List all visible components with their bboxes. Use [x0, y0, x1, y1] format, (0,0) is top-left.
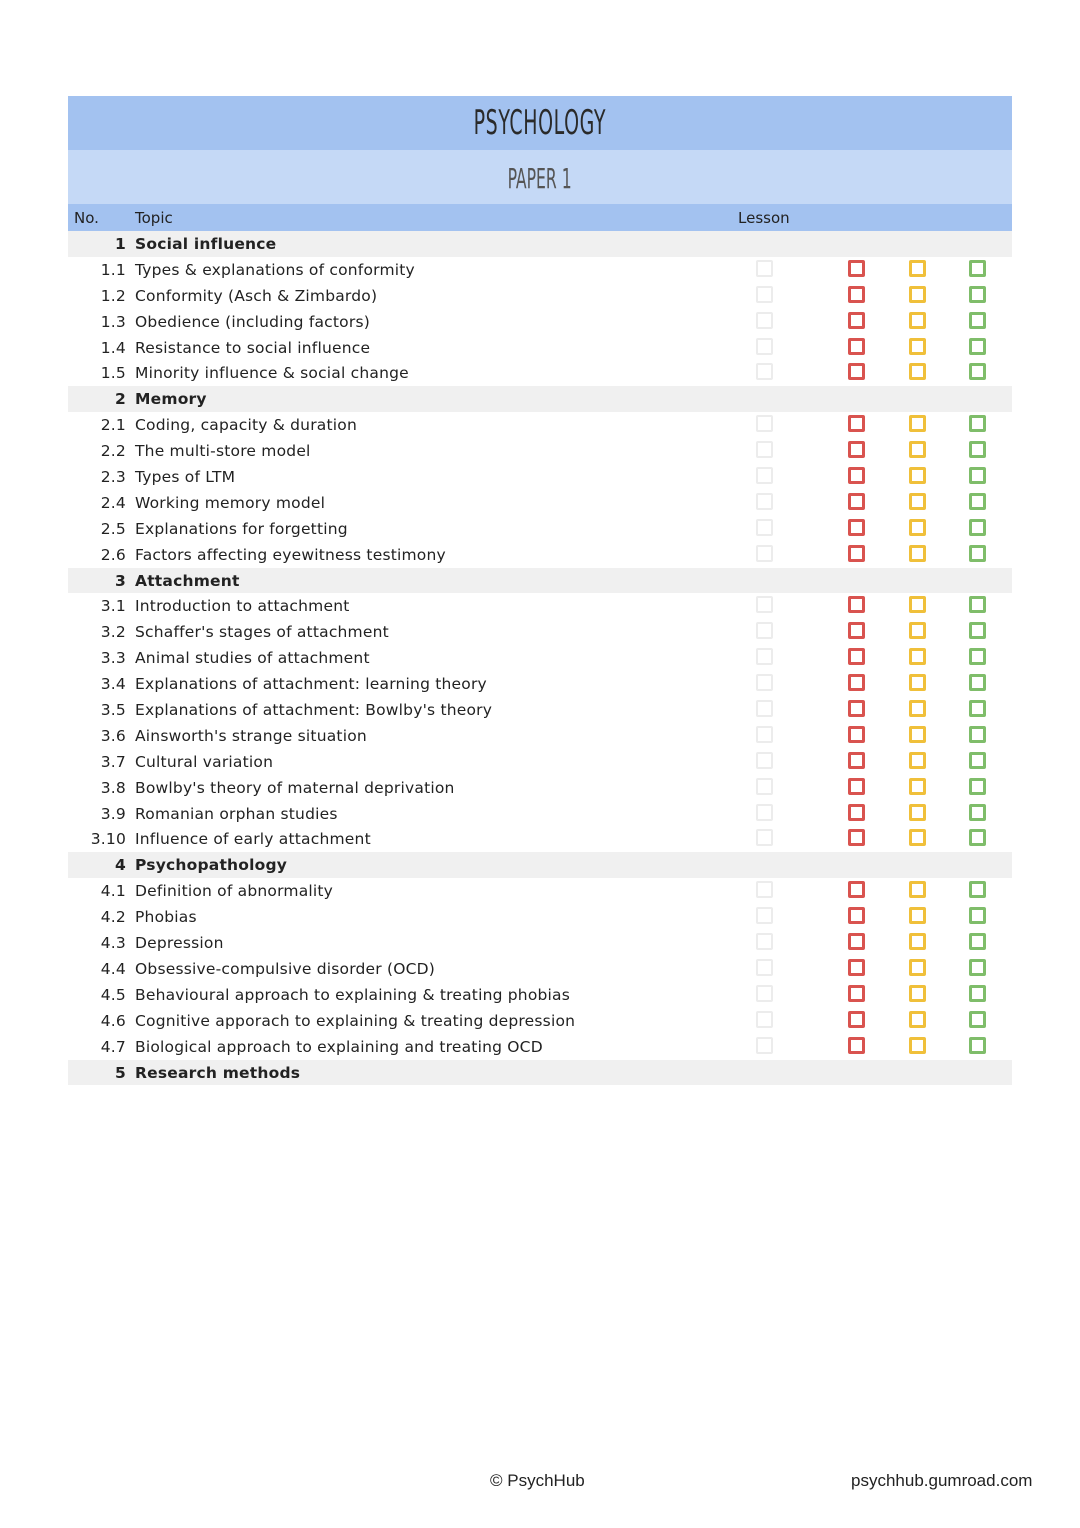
topic-title: Cognitive apporach to explaining & treating depression [135, 1011, 576, 1030]
section-title: Social influence [135, 235, 277, 253]
lesson-checkbox[interactable] [756, 933, 773, 950]
topic-row [68, 1008, 1012, 1034]
green-rag-checkbox[interactable] [969, 752, 986, 769]
section-row [68, 386, 1012, 412]
topic-row [68, 671, 1012, 697]
topic-title: Explanations of attachment: learning theory [135, 675, 487, 694]
amber-rag-checkbox[interactable] [909, 648, 926, 665]
table-header [68, 204, 1012, 231]
green-rag-checkbox[interactable] [969, 286, 986, 303]
checklist-sheet [68, 96, 1012, 1085]
lesson-checkbox[interactable] [756, 959, 773, 976]
red-rag-checkbox[interactable] [848, 1037, 865, 1054]
red-rag-checkbox[interactable] [848, 363, 865, 380]
topic-row [68, 904, 1012, 930]
topic-title: Behavioural approach to explaining & treating phobias [135, 985, 571, 1004]
topic-number: 4.6 [100, 1011, 126, 1030]
topic-row [68, 982, 1012, 1008]
section-title: Psychopathology [135, 856, 288, 875]
topic-row [68, 619, 1012, 645]
green-rag-checkbox[interactable] [969, 907, 986, 924]
topic-title: Obsessive-compulsive disorder (OCD) [135, 959, 436, 978]
lesson-checkbox[interactable] [756, 1011, 773, 1028]
green-rag-checkbox[interactable] [969, 700, 986, 717]
topic-row [68, 464, 1012, 490]
red-rag-checkbox[interactable] [848, 596, 865, 613]
section-number: 4 [115, 856, 126, 875]
topic-row [68, 438, 1012, 464]
amber-rag-checkbox[interactable] [909, 700, 926, 717]
green-rag-checkbox[interactable] [969, 545, 986, 562]
amber-rag-checkbox[interactable] [909, 726, 926, 743]
topic-title: Minority influence & social change [135, 364, 409, 383]
page-subtitle [68, 150, 1012, 204]
amber-rag-checkbox[interactable] [909, 1011, 926, 1028]
topic-row [68, 490, 1012, 516]
topic-number: 1.4 [100, 338, 126, 357]
topic-title: Romanian orphan studies [135, 804, 338, 823]
topic-number: 4.3 [100, 934, 126, 953]
lesson-checkbox[interactable] [756, 545, 773, 562]
lesson-checkbox[interactable] [756, 338, 773, 355]
amber-rag-checkbox[interactable] [909, 493, 926, 510]
green-rag-checkbox[interactable] [969, 415, 986, 432]
topic-number: 3.5 [100, 701, 126, 720]
amber-rag-checkbox[interactable] [909, 778, 926, 795]
green-rag-checkbox[interactable] [969, 467, 986, 484]
red-rag-checkbox[interactable] [848, 441, 865, 458]
topic-number: 3.10 [90, 830, 126, 849]
section-number: 5 [115, 1063, 126, 1082]
lesson-checkbox[interactable] [756, 415, 773, 432]
red-rag-checkbox[interactable] [848, 545, 865, 562]
topic-title: Depression [135, 934, 224, 953]
green-rag-checkbox[interactable] [969, 312, 986, 329]
green-rag-checkbox[interactable] [969, 829, 986, 846]
red-rag-checkbox[interactable] [848, 312, 865, 329]
topic-number: 3.7 [100, 752, 126, 771]
column-header-no: No. [74, 209, 99, 227]
amber-rag-checkbox[interactable] [909, 363, 926, 380]
lesson-checkbox[interactable] [756, 1037, 773, 1054]
column-header-lesson: Lesson [738, 209, 790, 227]
topic-title: Phobias [135, 908, 197, 927]
topic-title: Animal studies of attachment [135, 649, 370, 668]
section-row [68, 231, 1012, 257]
topic-title: Influence of early attachment [135, 830, 371, 849]
lesson-checkbox[interactable] [756, 674, 773, 691]
amber-rag-checkbox[interactable] [909, 545, 926, 562]
green-rag-checkbox[interactable] [969, 441, 986, 458]
lesson-checkbox[interactable] [756, 829, 773, 846]
lesson-checkbox[interactable] [756, 700, 773, 717]
topic-title: Types of LTM [135, 468, 236, 487]
topic-row [68, 645, 1012, 671]
amber-rag-checkbox[interactable] [909, 959, 926, 976]
topic-row [68, 956, 1012, 982]
lesson-checkbox[interactable] [756, 804, 773, 821]
red-rag-checkbox[interactable] [848, 752, 865, 769]
lesson-checkbox[interactable] [756, 648, 773, 665]
amber-rag-checkbox[interactable] [909, 596, 926, 613]
topic-title: Resistance to social influence [135, 338, 371, 357]
amber-rag-checkbox[interactable] [909, 441, 926, 458]
lesson-checkbox[interactable] [756, 985, 773, 1002]
red-rag-checkbox[interactable] [848, 726, 865, 743]
section-row [68, 852, 1012, 878]
red-rag-checkbox[interactable] [848, 286, 865, 303]
amber-rag-checkbox[interactable] [909, 519, 926, 536]
red-rag-checkbox[interactable] [848, 415, 865, 432]
lesson-checkbox[interactable] [756, 260, 773, 277]
section-row [68, 1060, 1012, 1086]
green-rag-checkbox[interactable] [969, 1037, 986, 1054]
topic-title: Factors affecting eyewitness testimony [135, 545, 446, 564]
lesson-checkbox[interactable] [756, 363, 773, 380]
red-rag-checkbox[interactable] [848, 622, 865, 639]
footer-url[interactable]: psychhub.gumroad.com [851, 1471, 1033, 1490]
red-rag-checkbox[interactable] [848, 700, 865, 717]
topic-row [68, 412, 1012, 438]
topic-title: Bowlby's theory of maternal deprivation [135, 778, 455, 797]
red-rag-checkbox[interactable] [848, 778, 865, 795]
topic-number: 2.1 [100, 416, 126, 435]
amber-rag-checkbox[interactable] [909, 312, 926, 329]
red-rag-checkbox[interactable] [848, 959, 865, 976]
green-rag-checkbox[interactable] [969, 674, 986, 691]
topic-row [68, 360, 1012, 386]
amber-rag-checkbox[interactable] [909, 881, 926, 898]
amber-rag-checkbox[interactable] [909, 933, 926, 950]
section-title: Attachment [135, 571, 240, 590]
lesson-checkbox[interactable] [756, 907, 773, 924]
green-rag-checkbox[interactable] [969, 778, 986, 795]
lesson-checkbox[interactable] [756, 778, 773, 795]
green-rag-checkbox[interactable] [969, 338, 986, 355]
topic-number: 1.1 [100, 260, 126, 279]
lesson-checkbox[interactable] [756, 493, 773, 510]
green-rag-checkbox[interactable] [969, 622, 986, 639]
lesson-checkbox[interactable] [756, 286, 773, 303]
amber-rag-checkbox[interactable] [909, 1037, 926, 1054]
topic-number: 3.3 [100, 649, 126, 668]
topic-row [68, 801, 1012, 827]
amber-rag-checkbox[interactable] [909, 752, 926, 769]
topic-row [68, 542, 1012, 568]
topic-title: Working memory model [135, 493, 326, 512]
red-rag-checkbox[interactable] [848, 933, 865, 950]
topic-title: The multi-store model [135, 442, 311, 461]
topic-number: 3.1 [100, 597, 126, 616]
amber-rag-checkbox[interactable] [909, 674, 926, 691]
section-row [68, 568, 1012, 594]
topic-title: Ainsworth's strange situation [135, 726, 367, 745]
amber-rag-checkbox[interactable] [909, 804, 926, 821]
green-rag-checkbox[interactable] [969, 933, 986, 950]
red-rag-checkbox[interactable] [848, 519, 865, 536]
lesson-checkbox[interactable] [756, 519, 773, 536]
green-rag-checkbox[interactable] [969, 493, 986, 510]
green-rag-checkbox[interactable] [969, 959, 986, 976]
topic-row [68, 775, 1012, 801]
lesson-checkbox[interactable] [756, 726, 773, 743]
topic-number: 2.3 [100, 468, 126, 487]
topic-title: Obedience (including factors) [135, 312, 370, 331]
red-rag-checkbox[interactable] [848, 1011, 865, 1028]
topic-number: 1.2 [100, 286, 126, 305]
topic-row [68, 826, 1012, 852]
topic-row [68, 257, 1012, 283]
topic-number: 1.3 [100, 312, 126, 331]
amber-rag-checkbox[interactable] [909, 415, 926, 432]
topic-table-body [68, 231, 1012, 1085]
page-title-text: PSYCHOLOGY [473, 103, 607, 143]
topic-title: Introduction to attachment [135, 597, 350, 616]
topic-number: 4.7 [100, 1037, 126, 1056]
footer-copyright: © PsychHub [490, 1471, 585, 1490]
section-number: 1 [115, 235, 126, 253]
green-rag-checkbox[interactable] [969, 648, 986, 665]
topic-row [68, 309, 1012, 335]
topic-title: Cultural variation [135, 752, 274, 771]
green-rag-checkbox[interactable] [969, 260, 986, 277]
topic-number: 2.2 [100, 442, 126, 461]
green-rag-checkbox[interactable] [969, 363, 986, 380]
section-number: 2 [115, 390, 126, 409]
topic-row [68, 283, 1012, 309]
red-rag-checkbox[interactable] [848, 260, 865, 277]
green-rag-checkbox[interactable] [969, 1011, 986, 1028]
section-title: Research methods [135, 1063, 301, 1082]
topic-row [68, 335, 1012, 361]
red-rag-checkbox[interactable] [848, 985, 865, 1002]
topic-title: Explanations of attachment: Bowlby's theory [135, 701, 493, 720]
topic-row [68, 930, 1012, 956]
topic-row [68, 516, 1012, 542]
topic-row [68, 697, 1012, 723]
lesson-checkbox[interactable] [756, 596, 773, 613]
lesson-checkbox[interactable] [756, 881, 773, 898]
topic-number: 2.5 [100, 519, 126, 538]
red-rag-checkbox[interactable] [848, 829, 865, 846]
topic-title: Biological approach to explaining and treating OCD [135, 1037, 543, 1056]
red-rag-checkbox[interactable] [848, 338, 865, 355]
red-rag-checkbox[interactable] [848, 674, 865, 691]
topic-row [68, 749, 1012, 775]
topic-number: 1.5 [100, 364, 126, 383]
topic-row [68, 593, 1012, 619]
topic-row [68, 723, 1012, 749]
topic-title: Conformity (Asch & Zimbardo) [135, 286, 378, 305]
green-rag-checkbox[interactable] [969, 804, 986, 821]
lesson-checkbox[interactable] [756, 752, 773, 769]
green-rag-checkbox[interactable] [969, 881, 986, 898]
topic-number: 2.4 [100, 493, 126, 512]
topic-number: 4.2 [100, 908, 126, 927]
red-rag-checkbox[interactable] [848, 648, 865, 665]
section-number: 3 [115, 571, 126, 590]
green-rag-checkbox[interactable] [969, 726, 986, 743]
topic-title: Explanations for forgetting [135, 519, 348, 538]
topic-title: Schaffer's stages of attachment [135, 623, 389, 642]
amber-rag-checkbox[interactable] [909, 467, 926, 484]
topic-number: 4.5 [100, 985, 126, 1004]
page-subtitle-text: PAPER 1 [507, 162, 573, 195]
amber-rag-checkbox[interactable] [909, 260, 926, 277]
amber-rag-checkbox[interactable] [909, 985, 926, 1002]
red-rag-checkbox[interactable] [848, 881, 865, 898]
lesson-checkbox[interactable] [756, 312, 773, 329]
topic-number: 3.8 [100, 778, 126, 797]
lesson-checkbox[interactable] [756, 622, 773, 639]
topic-title: Definition of abnormality [135, 882, 334, 901]
amber-rag-checkbox[interactable] [909, 286, 926, 303]
red-rag-checkbox[interactable] [848, 467, 865, 484]
topic-number: 3.4 [100, 675, 126, 694]
topic-number: 3.6 [100, 726, 126, 745]
amber-rag-checkbox[interactable] [909, 622, 926, 639]
green-rag-checkbox[interactable] [969, 596, 986, 613]
topic-row [68, 878, 1012, 904]
topic-number: 4.1 [100, 882, 126, 901]
topic-number: 3.9 [100, 804, 126, 823]
column-header-topic: Topic [135, 209, 173, 227]
topic-row [68, 1034, 1012, 1060]
topic-title: Types & explanations of conformity [135, 260, 415, 279]
lesson-checkbox[interactable] [756, 441, 773, 458]
green-rag-checkbox[interactable] [969, 519, 986, 536]
section-title: Memory [135, 390, 207, 409]
red-rag-checkbox[interactable] [848, 493, 865, 510]
topic-title: Coding, capacity & duration [135, 416, 357, 435]
page-title [68, 96, 1012, 150]
red-rag-checkbox[interactable] [848, 804, 865, 821]
green-rag-checkbox[interactable] [969, 985, 986, 1002]
amber-rag-checkbox[interactable] [909, 338, 926, 355]
lesson-checkbox[interactable] [756, 467, 773, 484]
topic-number: 3.2 [100, 623, 126, 642]
red-rag-checkbox[interactable] [848, 907, 865, 924]
amber-rag-checkbox[interactable] [909, 829, 926, 846]
topic-number: 4.4 [100, 959, 126, 978]
topic-number: 2.6 [100, 545, 126, 564]
amber-rag-checkbox[interactable] [909, 907, 926, 924]
